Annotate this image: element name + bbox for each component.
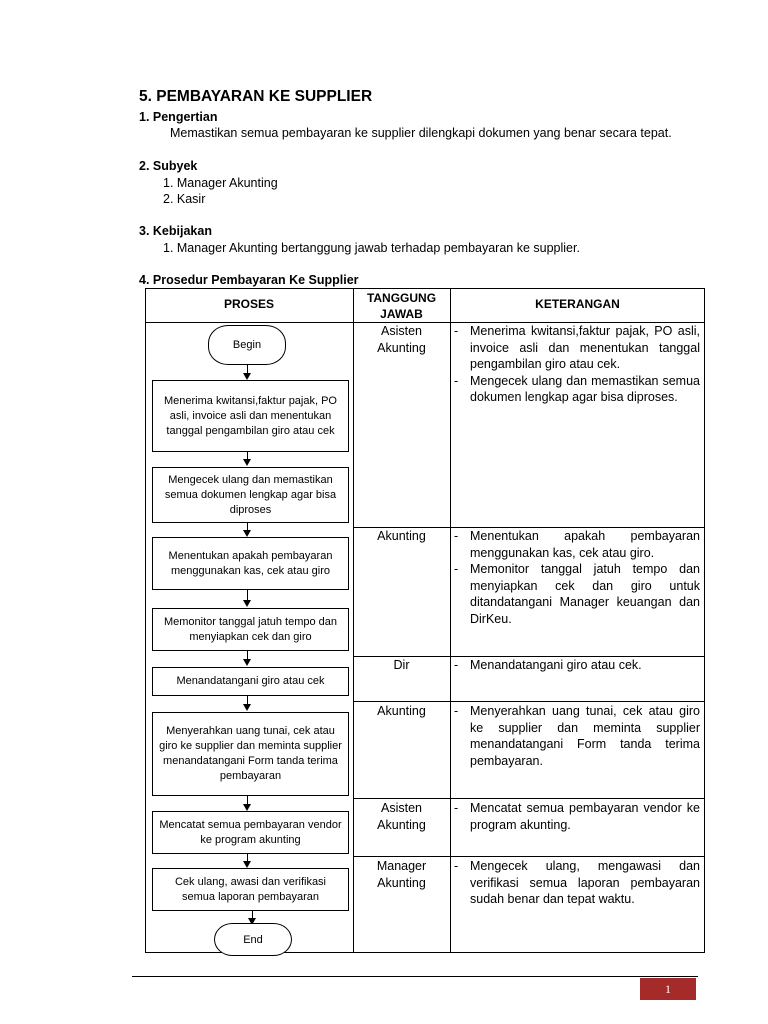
flow-step-tentukan-pembayaran: Menentukan apakah pembayaran menggunakan kas, cek atau giro xyxy=(152,537,349,590)
section-kebijakan-heading: 3. Kebijakan xyxy=(139,224,212,238)
responsible-line: Asisten xyxy=(381,801,422,815)
responsible-line: Akunting xyxy=(377,817,426,832)
description-item xyxy=(454,858,700,908)
flow-step-verifikasi: Cek ulang, awasi dan verifikasi semua laporan pembayaran xyxy=(152,868,349,911)
description-text: Mengecek ulang dan memastikan semua dokumen lengkap agar bisa diproses. xyxy=(470,373,700,404)
subyek-item: 1. Manager Akunting xyxy=(163,176,278,190)
table-divider xyxy=(353,288,354,953)
flow-arrowhead xyxy=(243,704,251,711)
bullet-dash: - xyxy=(454,801,459,815)
responsible-cell xyxy=(353,858,450,891)
kebijakan-item: 1. Manager Akunting bertanggung jawab terhadap pembayaran ke supplier. xyxy=(163,241,580,255)
flow-arrowhead xyxy=(243,804,251,811)
description-text: Menyerahkan uang tunai, cek atau giro ke supplier dan meminta supplier menandatangani Form tanda terima pembayaran. xyxy=(470,704,700,768)
flow-step-serahkan-pembayaran: Menyerahkan uang tunai, cek atau giro ke supplier dan meminta supplier menandatangani Form tanda terima pembayaran xyxy=(152,712,349,796)
responsible-cell xyxy=(353,657,450,674)
page-number-badge: 1 xyxy=(640,978,696,1000)
description-item xyxy=(454,373,700,406)
flow-step-tandatangan: Menandatangani giro atau cek xyxy=(152,667,349,696)
description-cell xyxy=(454,800,700,833)
description-text: Menerima kwitansi,faktur pajak, PO asli, invoice asli dan menentukan tanggal pengambilan giro atau cek. xyxy=(470,324,700,371)
responsible-cell xyxy=(353,800,450,833)
header-keterangan: KETERANGAN xyxy=(535,297,620,311)
description-text: Menandatangani giro atau cek. xyxy=(470,658,642,672)
responsible-line: Akunting xyxy=(377,529,426,543)
description-item xyxy=(454,561,700,627)
responsible-line: Akunting xyxy=(377,875,426,890)
header-proses: PROSES xyxy=(223,297,274,311)
flow-step-terima-dokumen: Menerima kwitansi,faktur pajak, PO asli, invoice asli dan menentukan tanggal pengambilan giro atau cek xyxy=(152,380,349,452)
bullet-dash: - xyxy=(454,529,459,543)
description-item xyxy=(454,800,700,833)
flow-begin-terminal: Begin xyxy=(208,325,286,365)
description-cell xyxy=(454,528,700,627)
flow-step-catat-pembayaran: Mencatat semua pembayaran vendor ke program akunting xyxy=(152,811,349,854)
description-cell xyxy=(454,703,700,769)
section-subyek-heading: 2. Subyek xyxy=(139,159,198,173)
description-text: Menentukan apakah pembayaran menggunakan kas, cek atau giro. xyxy=(470,529,700,560)
bullet-dash: - xyxy=(454,373,459,388)
description-cell xyxy=(454,858,700,908)
bullet-dash: - xyxy=(454,859,459,873)
responsible-line: Akunting xyxy=(377,340,426,355)
responsible-cell xyxy=(353,323,450,356)
flow-arrowhead xyxy=(243,530,251,537)
bullet-dash: - xyxy=(454,562,459,576)
description-text: Mengecek ulang, mengawasi dan verifikasi semua laporan pembayaran sudah benar dan tepat waktu. xyxy=(470,859,700,906)
section-prosedur-heading: 4. Prosedur Pembayaran Ke Supplier xyxy=(139,273,359,287)
flow-end-terminal: End xyxy=(214,923,292,956)
header-tanggung-jawab xyxy=(353,290,450,322)
section-pengertian-heading: 1. Pengertian xyxy=(139,110,218,124)
responsible-line: Asisten xyxy=(381,324,422,338)
description-cell xyxy=(454,657,700,674)
responsible-cell xyxy=(353,528,450,545)
section-pengertian-text: Memastikan semua pembayaran ke supplier dilengkapi dokumen yang benar secara tepat. xyxy=(170,126,672,140)
flow-arrowhead xyxy=(243,373,251,380)
row-divider xyxy=(353,856,705,857)
footer-rule xyxy=(132,976,698,977)
responsible-line: Dir xyxy=(393,658,410,672)
flow-step-monitor-jatuh-tempo: Memonitor tanggal jatuh tempo dan menyiapkan cek dan giro xyxy=(152,608,349,651)
description-cell xyxy=(454,323,700,406)
subyek-item: 2. Kasir xyxy=(163,192,206,206)
description-item xyxy=(454,323,700,373)
description-item xyxy=(454,528,700,561)
flow-arrowhead xyxy=(243,600,251,607)
description-item xyxy=(454,657,700,674)
responsible-line: Manager xyxy=(376,859,427,873)
responsible-line: Akunting xyxy=(377,704,426,718)
row-divider xyxy=(353,701,705,702)
row-divider xyxy=(353,798,705,799)
bullet-dash: - xyxy=(454,658,459,672)
bullet-dash: - xyxy=(454,704,459,718)
flow-arrowhead xyxy=(243,459,251,466)
description-item xyxy=(454,703,700,769)
bullet-dash: - xyxy=(454,324,459,338)
header-jawab-line: JAWAB xyxy=(380,307,423,321)
flow-step-cek-dokumen: Mengecek ulang dan memastikan semua dokumen lengkap agar bisa diproses xyxy=(152,467,349,523)
table-divider xyxy=(450,288,451,953)
description-text: Memonitor tanggal jatuh tempo dan menyiapkan cek dan giro untuk ditandatangani Manager keuangan dan DirKeu. xyxy=(470,562,700,626)
header-tanggung-line: TANGGUNG xyxy=(366,291,437,305)
flow-arrowhead xyxy=(243,659,251,666)
description-text: Mencatat semua pembayaran vendor ke program akunting. xyxy=(470,801,700,832)
document-title: 5. PEMBAYARAN KE SUPPLIER xyxy=(139,88,373,105)
responsible-cell xyxy=(353,703,450,720)
flow-arrowhead xyxy=(243,861,251,868)
